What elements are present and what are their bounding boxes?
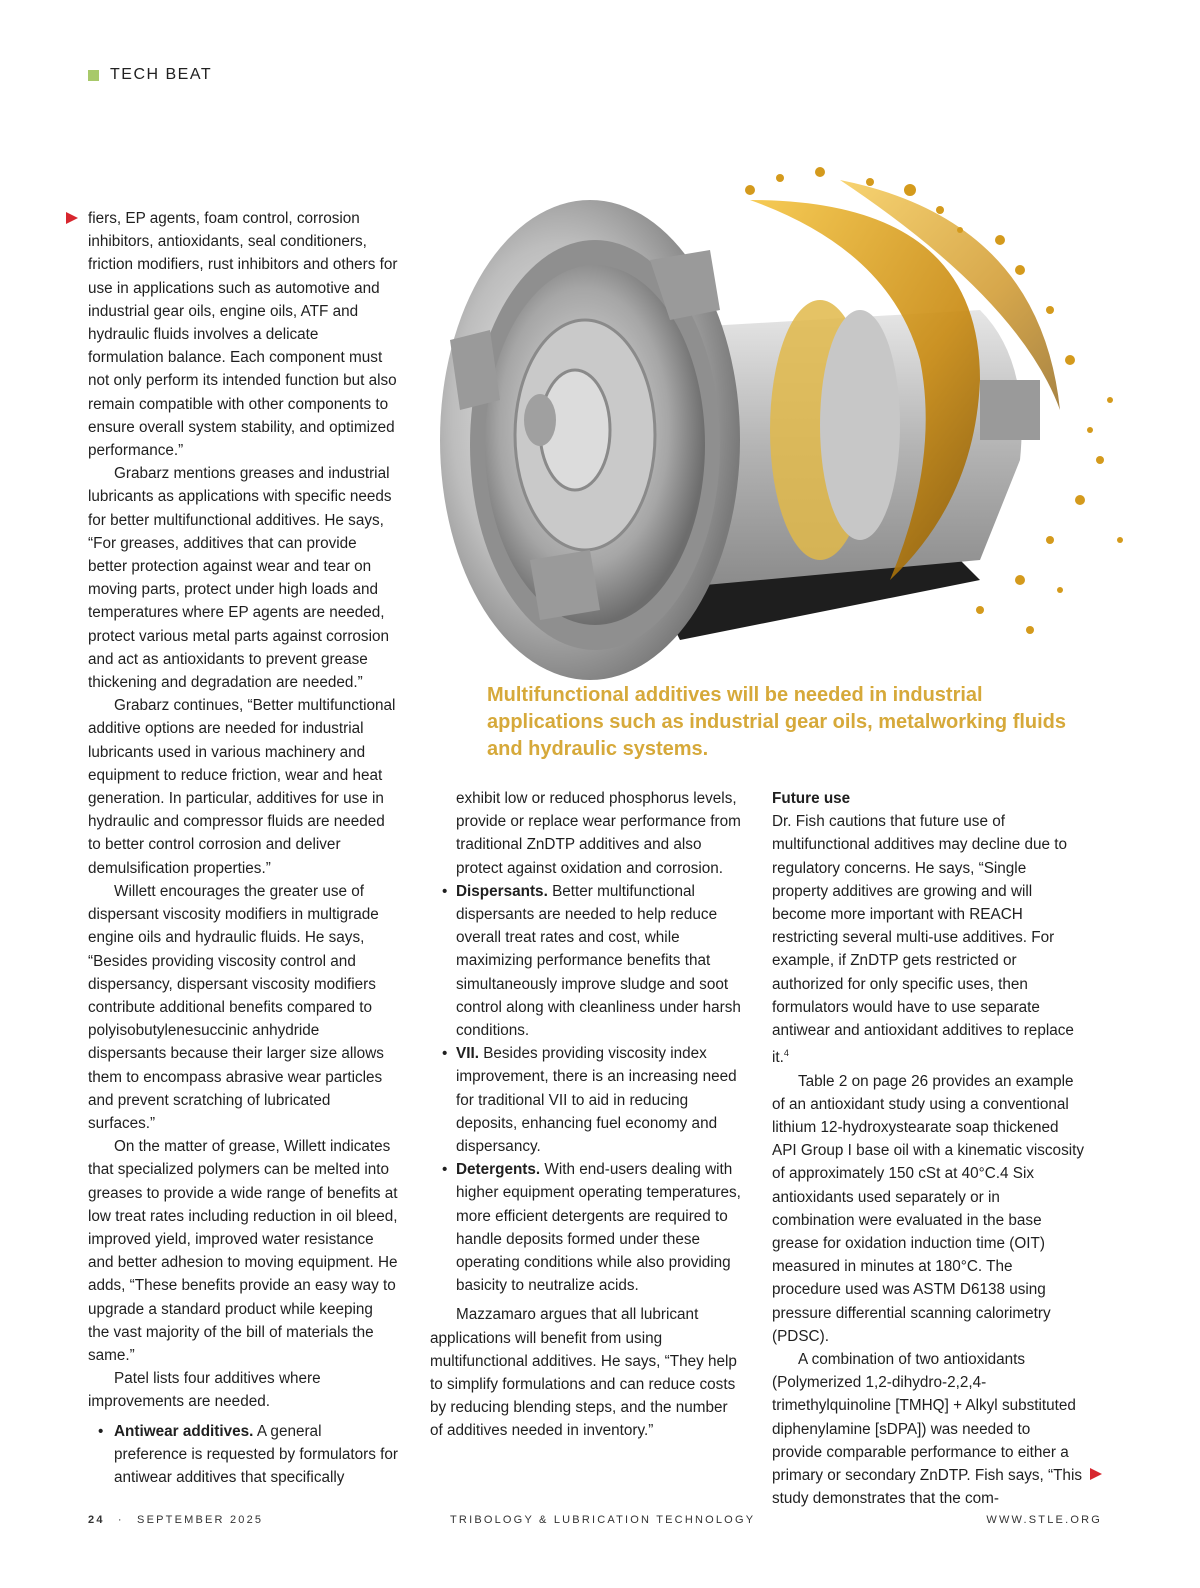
column-1 (88, 207, 398, 1489)
continued-from-arrow-icon (66, 212, 78, 224)
section-title: TECH BEAT (110, 66, 213, 83)
continued-arrow-icon (1090, 1468, 1102, 1480)
paragraph: Grabarz continues, “Better multifunctional additive options are needed for industrial lubricants used in various machinery and equipment to reduce friction, wear and heat generation. In particular, additives for use in hydraulic and compressor fluids are needed to better control corrosion and deliver demulsification properties.” (88, 697, 396, 877)
section-heading: Future use (772, 790, 851, 807)
bullet-title: Dispersants. (456, 882, 548, 900)
column-2 (430, 787, 742, 1443)
paragraph: A combination of two antioxidants (Polymerized 1,2-dihydro-2,2,4-trimethylquinoline [TMHQ] + Alkyl substituted diphenylamine [sDPA]) was needed to provide comparable performance to either a primary or secondary ZnDTP. Fish says, “This study demonstrates that the com- (772, 1350, 1082, 1508)
paragraph (772, 810, 1084, 1069)
paragraph: On the matter of grease, Willett indicates that specialized polymers can be melted into greases to provide a wide range of benefits at low treat rates including reduction in oil bleed, improved yield, improved water resistance and better adhesion to moving equipment. He adds, “These benefits provide an easy way to upgrade a standard product while keeping the vast majority of the bill of materials the same.” (88, 1138, 398, 1364)
website-url: WWW.STLE.ORG (986, 1514, 1102, 1526)
section-marker-icon (88, 70, 99, 81)
list-item (430, 1042, 742, 1158)
bullet-title: Detergents. (456, 1161, 541, 1179)
footer-left (88, 1514, 263, 1526)
paragraph-text: Dr. Fish cautions that future use of multifunctional additives may decline due to regulatory concerns. He says, “Single property additives are growing and will become more important with REACH restricting several multi-use additives. For example, if ZnDTP gets restricted or authorized for only specific uses, then formulators would have to use separate antiwear and antioxidant additives to replace it. (772, 813, 1074, 1067)
paragraph: Patel lists four additives where improvements are needed. (88, 1370, 321, 1411)
list-item (88, 1420, 398, 1490)
column-3 (772, 787, 1084, 1510)
paragraph: Mazzamaro argues that all lubricant applications will benefit from using multifunctional additives. He says, “They help to simplify formulations and can reduce costs by reducing blending steps, and the number of additives needed in inventory.” (430, 1306, 737, 1440)
paragraph: exhibit low or reduced phosphorus levels, provide or replace wear performance from traditional ZnDTP additives and also protect against oxidation and corrosion. (456, 790, 741, 877)
paragraph: fiers, EP agents, foam control, corrosion inhibitors, antioxidants, seal conditioners, friction modifiers, rust inhibitors and others for use in applications such as automotive and industrial gear oils, engine oils, ATF and hydraulic fluids involves a delicate formulation balance. Each component must not only perform its intended function but also remain compatible with other components to ensure overall system stability, and optimized performance.” (88, 210, 398, 460)
bullet-text: Besides providing viscosity index improvement, there is an increasing need for traditional VII to aid in reducing deposits, enhancing fuel economy and dispersancy. (456, 1045, 737, 1156)
bullet-title: VII. (456, 1045, 479, 1063)
bullet-text: A general preference is requested by formulators for antiwear additives that specifically (114, 1422, 398, 1486)
bullet-list (88, 1420, 398, 1490)
bullet-text: With end-users dealing with higher equipment operating temperatures, more efficient detergents are required to handle deposits formed under these operating conditions while also providing basicity to neutralize acids. (456, 1161, 741, 1295)
list-item (430, 1158, 742, 1297)
issue-date: SEPTEMBER 2025 (137, 1514, 264, 1526)
transmission-oil-splash-image (420, 160, 1140, 680)
bullet-title: Antiwear additives. (114, 1422, 254, 1440)
magazine-title: TRIBOLOGY & LUBRICATION TECHNOLOGY (450, 1514, 756, 1526)
page-number: 24 (88, 1514, 105, 1526)
paragraph: Grabarz mentions greases and industrial lubricants as applications with specific needs for better multifunctional additives. He says, “For greases, additives that can provide better protection against wear and tear on moving parts, protect under high loads and temperatures where EP agents are needed, protect various metal parts against corrosion and act as antioxidants to prevent grease thickening and degradation are needed.” (88, 465, 392, 692)
section-tag (88, 66, 212, 84)
paragraph: Willett encourages the greater use of dispersant viscosity modifiers in multigrade engine oils and hydraulic fluids. He says, “Besides providing viscosity control and dispersancy, dispersant viscosity modifiers contribute additional benefits compared to polyisobutylenesuccinic anhydride dispersants because their larger size allows them to encompass abrasive wear particles and prevent scratching of lubricated surfaces.” (88, 882, 384, 1132)
footer-separator: · (117, 1514, 124, 1526)
figure-caption: Multifunctional additives will be needed in industrial applications such as industrial gear oils, metalworking fluids and hydraulic systems. (487, 684, 1067, 760)
reference-number: 4 (783, 1048, 789, 1059)
list-item (430, 880, 742, 1042)
bullet-list (430, 880, 742, 1298)
bullet-text: Better multifunctional dispersants are needed to help reduce overall treat rates and cost, while maximizing performance benefits that simultaneously improve sludge and soot control along with cleanliness under harsh conditions. (456, 882, 741, 1040)
paragraph: Table 2 on page 26 provides an example of an antioxidant study using a conventional lithium 12-hydroxystearate soap thickened API Group I base oil with a kinematic viscosity of approximately 150 cSt at 40°C.4 Six antioxidants used separately or in combination were evaluated in the base grease for oxidation induction time (OIT) measured in minutes at 180°C. The procedure used was ASTM D6138 using pressure differential scanning calorimetry (PDSC). (772, 1072, 1085, 1345)
